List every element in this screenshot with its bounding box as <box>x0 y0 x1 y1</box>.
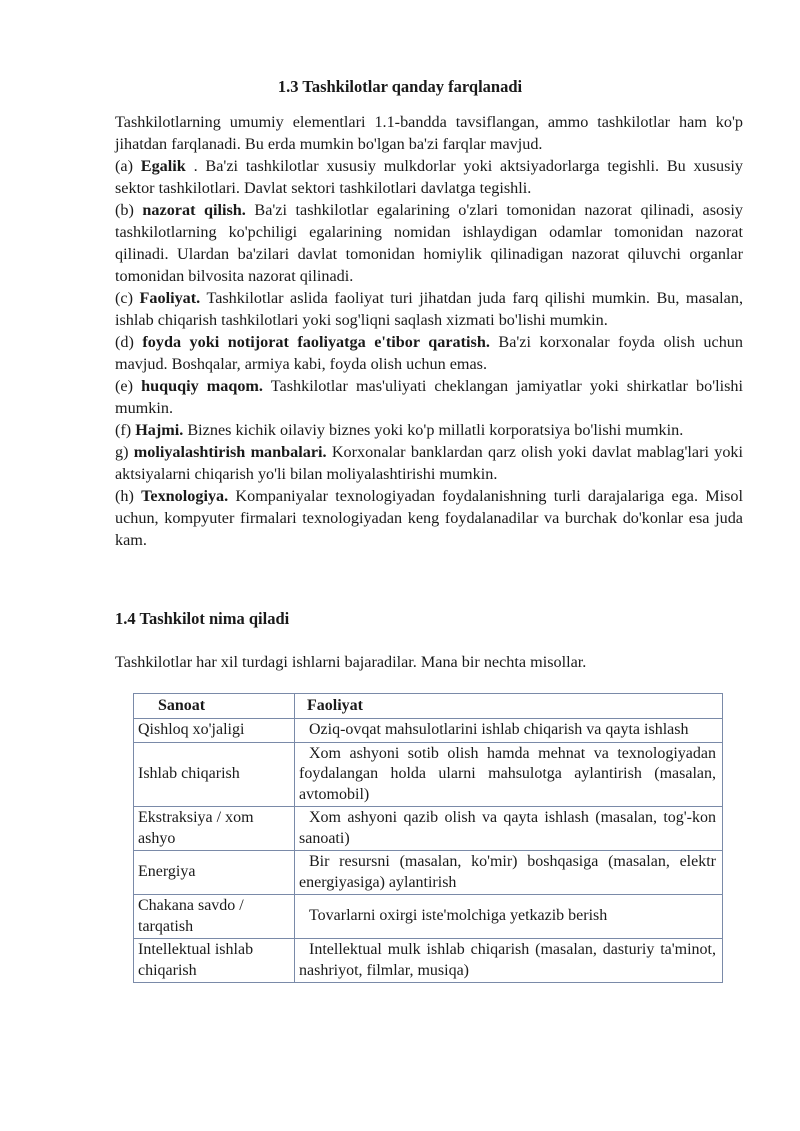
activity-cell <box>295 851 723 895</box>
column-header-activity: Faoliyat <box>295 694 723 719</box>
item-text: Ba'zi tashkilotlar egalarining o'zlari tomonidan nazorat qilinadi, asosiy tashkilotlarning ko'pchiligi egalarining nomidan ishlaydigan odamlar tomonidan nazorat qilinadi. Ulardan ba'zilari davlat tomonidan homiylik qilinadigan nazorat qiluvchi organlar tomonidan bilvosita nazorat qilinadi. <box>115 201 744 285</box>
difference-item-e <box>115 375 743 419</box>
industry-cell: Ishlab chiqarish <box>134 742 295 807</box>
industry-activity-table <box>133 693 723 983</box>
table-row <box>134 742 723 807</box>
item-text: Tashkilotlar aslida faoliyat turi jihatdan juda farq qilishi mumkin. Bu, masalan, ishlab chiqarish tashkilotlari yoki sog'liqni saqlash xizmati bo'lishi mumkin. <box>115 289 744 329</box>
activity-cell <box>295 719 723 743</box>
industry-cell: Ekstraksiya / xom ashyo <box>134 807 295 851</box>
item-text: Korxonalar banklardan qarz olish yoki davlat mablag'lari yoki aktsiyalarni chiqarish yo'li bilan moliyalashtirishi mumkin. <box>115 443 744 483</box>
difference-item-b <box>115 199 743 287</box>
difference-item-c <box>115 287 743 331</box>
industry-cell: Qishloq xo'jaligi <box>134 719 295 743</box>
difference-item-d <box>115 331 743 375</box>
item-prefix: (d) <box>115 333 134 351</box>
table-row <box>134 807 723 851</box>
item-term: huquqiy maqom. <box>141 377 263 395</box>
item-text: . Ba'zi tashkilotlar xususiy mulkdorlar yoki aktsiyadorlarga tegishli. Bu xususiy sektor tashkilotlari. Davlat sektori tashkilotlari davlatga tegishli. <box>115 157 744 197</box>
activity-text: Bir resursni (masalan, ko'mir) boshqasiga (masalan, elektr energiyasiga) aylantirish <box>299 853 716 891</box>
table-header-row <box>134 694 723 719</box>
activity-cell <box>295 895 723 939</box>
section-13-body <box>115 111 743 551</box>
activity-cell <box>295 807 723 851</box>
item-text: Biznes kichik oilaviy biznes yoki ko'p millatli korporatsiya bo'lishi mumkin. <box>187 421 684 439</box>
difference-item-f <box>115 419 743 441</box>
difference-item-h <box>115 485 743 551</box>
activity-text: Xom ashyoni qazib olish va qayta ishlash (masalan, tog'-kon sanoati) <box>299 809 716 847</box>
activity-text: Tovarlarni oxirgi iste'molchiga yetkazib berish <box>309 907 608 925</box>
item-term: Egalik <box>140 157 186 175</box>
item-term: nazorat qilish. <box>142 201 246 219</box>
item-prefix: (h) <box>115 487 134 505</box>
activity-text: Xom ashyoni sotib olish hamda mehnat va texnologiyadan foydalangan holda ularni mahsulotga aylantirish (masalan, avtomobil) <box>299 744 716 803</box>
item-term: Faoliyat. <box>139 289 201 307</box>
item-prefix: (f) <box>115 421 132 439</box>
industry-cell: Energiya <box>134 851 295 895</box>
item-text: Kompaniyalar texnologiyadan foydalanishning turli darajalariga ega. Misol uchun, kompyuter firmalari texnologiyadan keng foydalanadilar va burchak do'konlar esa juda kam. <box>115 487 744 549</box>
item-term: moliyalashtirish manbalari. <box>133 443 327 461</box>
activity-cell <box>295 742 723 807</box>
column-header-industry: Sanoat <box>134 694 295 719</box>
item-text: Tashkilotlar mas'uliyati cheklangan jamiyatlar yoki shirkatlar bo'lishi mumkin. <box>115 377 743 417</box>
item-prefix: g) <box>115 443 129 461</box>
item-term: Texnologiya. <box>141 487 229 505</box>
table-row <box>134 895 723 939</box>
activity-text: Intellektual mulk ishlab chiqarish (masalan, dasturiy ta'minot, nashriyot, filmlar, musiqa) <box>299 941 716 979</box>
section-14-title: 1.4 Tashkilot nima qiladi <box>115 609 290 628</box>
item-text: Ba'zi korxonalar foyda olish uchun mavjud. Boshqalar, armiya kabi, foyda olish uchun emas. <box>115 333 743 373</box>
difference-item-g <box>115 441 743 485</box>
section-14-intro: Tashkilotlar har xil turdagi ishlarni bajaradilar. Mana bir nechta misollar. <box>115 653 587 671</box>
item-prefix: (a) <box>115 157 133 175</box>
difference-item-a <box>115 155 743 199</box>
item-term: Hajmi. <box>135 421 184 439</box>
item-term: foyda yoki notijorat faoliyatga e'tibor qaratish. <box>142 333 490 351</box>
industry-cell: Chakana savdo / tarqatish <box>134 895 295 939</box>
table-row <box>134 719 723 743</box>
industry-cell: Intellektual ishlab chiqarish <box>134 939 295 983</box>
item-prefix: (c) <box>115 289 133 307</box>
item-prefix: (b) <box>115 201 134 219</box>
activity-text: Oziq-ovqat mahsulotlarini ishlab chiqarish va qayta ishlash <box>309 721 689 738</box>
table-row <box>134 851 723 895</box>
item-prefix: (e) <box>115 377 133 395</box>
table-row <box>134 939 723 983</box>
section-13-intro: Tashkilotlarning umumiy elementlari 1.1-bandda tavsiflangan, ammo tashkilotlar ham ko'p jihatdan farqlanadi. Bu erda mumkin bo'lgan ba'zi farqlar mavjud. <box>115 113 743 153</box>
activity-cell <box>295 939 723 983</box>
section-13-title: 1.3 Tashkilotlar qanday farqlanadi <box>277 77 523 96</box>
